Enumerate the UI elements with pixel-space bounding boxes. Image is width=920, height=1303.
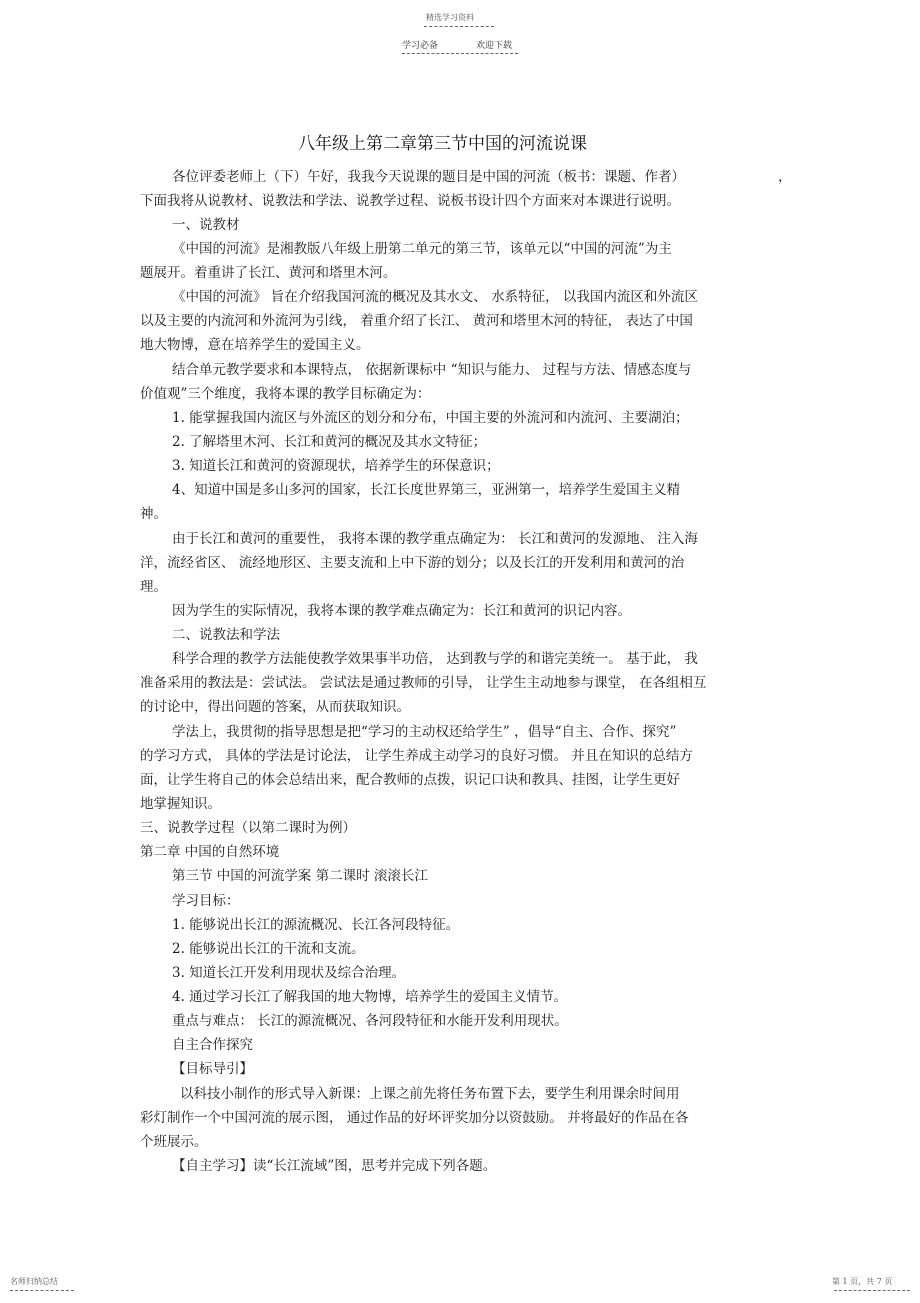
page-number: 第 1 页，共 7 页	[832, 1277, 893, 1286]
text-line: 的学习方式， 具体的学法是讨论法， 让学生养成主动学习的良好习惯。 并且在知识的总结方	[140, 748, 693, 764]
header-top-label: 精选学习资料	[426, 13, 474, 22]
list-item: 1. 能掌握我国内流区与外流区的划分和分布，中国主要的外流河和内流河、主要湖泊；	[172, 410, 689, 426]
text-line: 学习目标：	[172, 893, 240, 909]
text-line: 下面我将从说教材、说教法和学法、说教学过程、说板书设计四个方面来对本课进行说明。	[140, 193, 680, 209]
text-line: 以及主要的内流河和外流河为引线， 着重介绍了长江、 黄河和塔里木河的特征， 表达了中国	[140, 313, 693, 329]
text-line: 地掌握知识。	[140, 796, 221, 812]
header-right-label: 欢迎下载	[476, 41, 513, 51]
text-line: 洋，流经省区、 流经地形区、主要支流和上中下游的划分；以及长江的开发利用和黄河的治	[140, 555, 685, 571]
text-line: 准备采用的教法是：尝试法。 尝试法是通过教师的引导， 让学生主动地参与课堂， 在各组相互	[140, 675, 707, 691]
text-line: 由于长江和黄河的重要性， 我将本课的教学重点确定为： 长江和黄河的发源地、 注入海	[172, 531, 698, 547]
text-line: 个班展示。	[140, 1134, 208, 1150]
footer-left-label: 名师归纳总结	[10, 1277, 58, 1286]
text-line: 彩灯制作一个中国河流的展示图， 通过作品的好坏评奖加分以资鼓励。 并将最好的作品在各	[140, 1110, 689, 1126]
text-line: 的讨论中，得出问题的答案，从而获取知识。	[140, 699, 410, 715]
list-item: 4. 通过学习长江了解我国的地大物博，培养学生的爱国主义情节。	[172, 989, 568, 1005]
header-top-divider	[424, 26, 494, 27]
list-item: 3. 知道长江开发利用现状及综合治理。	[172, 965, 406, 981]
section-heading: 二、说教法和学法	[172, 627, 280, 643]
list-item: 2. 了解塔里木河、长江和黄河的概况及其水文特征；	[172, 434, 487, 450]
text-line	[172, 165, 792, 185]
list-item: 4、知道中国是多山多河的国家，长江长度世界第三，亚洲第一，培养学生爱国主义精	[172, 482, 681, 498]
list-item: 3. 知道长江和黄河的资源现状，培养学生的环保意识；	[172, 458, 500, 474]
text-line: 因为学生的实际情况，我将本课的教学难点确定为：长江和黄河的识记内容。	[172, 603, 631, 619]
text-line: 价值观”三个维度，我将本课的教学目标确定为：	[140, 386, 431, 402]
text-line-trailing-comma: ，	[778, 169, 792, 185]
footer-left-divider	[10, 1290, 74, 1291]
section-heading: 三、说教学过程（以第二课时为例）	[140, 820, 356, 836]
text-line: 《中国的河流》是湘教版八年级上册第二单元的第三节，该单元以“中国的河流”为主	[172, 241, 672, 257]
list-item: 2. 能够说出长江的干流和支流。	[172, 941, 365, 957]
text-line: 理。	[140, 579, 167, 595]
text-line: 学法上，我贯彻的指导思想是把“学习的主动权还给学生” ，倡导“自主、合作、探究”	[172, 724, 677, 740]
text-line: 自主合作探究	[172, 1037, 253, 1053]
text-line: 第二章 中国的自然环境	[140, 844, 280, 860]
text-line-content: 各位评委老师上（下）午好，我我今天说课的题目是中国的河流（板书：课题、作者）	[172, 169, 685, 185]
text-line: 【目标导引】	[172, 1061, 253, 1077]
text-line: 神。	[140, 506, 167, 522]
text-line: 《中国的河流》 旨在介绍我国河流的概况及其水文、 水系特征， 以我国内流区和外流区	[172, 289, 698, 305]
header-divider	[402, 53, 518, 54]
section-heading: 一、说教材	[172, 217, 240, 233]
text-line: 题展开。着重讲了长江、黄河和塔里木河。	[140, 265, 397, 281]
document-title: 八年级上第二章第三节中国的河流说课	[298, 134, 587, 154]
text-line: 地大物博，意在培养学生的爱国主义。	[140, 337, 370, 353]
text-line: 以科技小制作的形式导入新课：上课之前先将任务布置下去，要学生利用课余时间用	[180, 1086, 680, 1102]
footer-right-divider	[834, 1290, 910, 1291]
text-line: 结合单元教学要求和本课特点， 依据新课标中 “知识与能力、 过程与方法、情感态度与	[172, 362, 692, 378]
text-line: 第三节 中国的河流学案 第二课时 滚滚长江	[172, 868, 428, 884]
text-line: 面，让学生将自己的体会总结出来，配合教师的点拨，识记口诀和教具、挂图，让学生更好	[140, 772, 680, 788]
text-line: 【自主学习】读“长江流域”图，思考并完成下列各题。	[172, 1158, 497, 1174]
list-item: 1. 能够说出长江的源流概况、长江各河段特征。	[172, 917, 460, 933]
header-left-label: 学习必备	[402, 41, 439, 51]
text-line: 科学合理的教学方法能使教学效果事半功倍， 达到教与学的和谐完美统一。 基于此， 我	[172, 651, 698, 667]
text-line: 重点与难点： 长江的源流概况、各河段特征和水能开发利用现状。	[172, 1013, 568, 1029]
